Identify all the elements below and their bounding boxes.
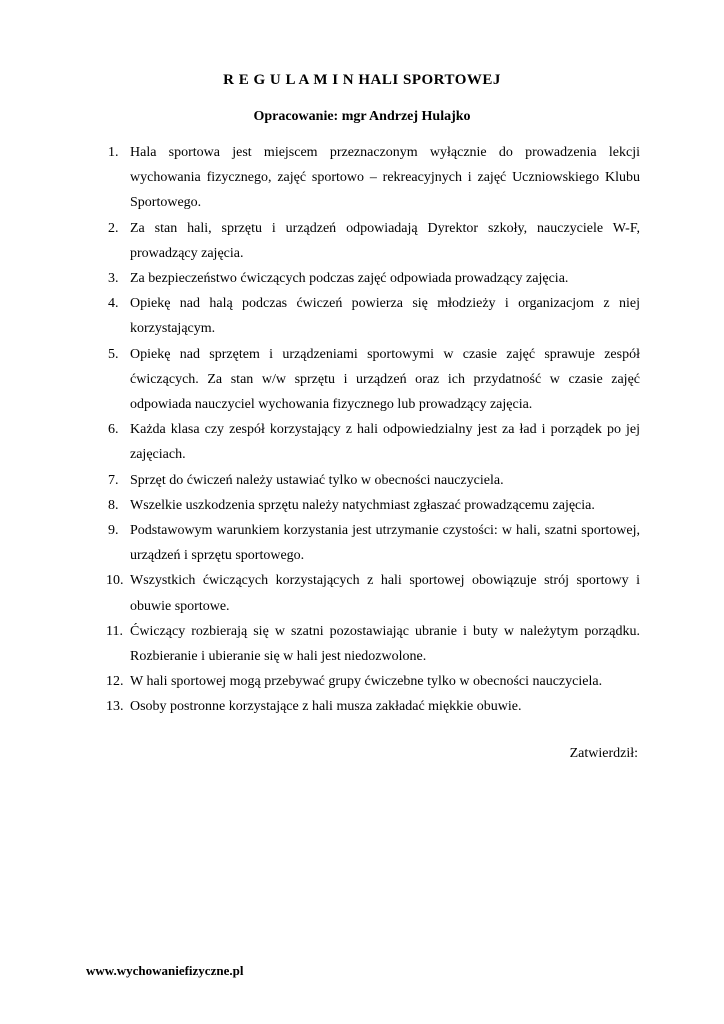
document-title: R E G U L A M I N HALI SPORTOWEJ bbox=[223, 72, 501, 88]
rule-number: 11. bbox=[106, 623, 123, 639]
rule-text: Wszelkie uszkodzenia sprzętu należy natychmiast zgłaszać prowadzącemu zajęcia. bbox=[130, 497, 595, 513]
rule-text: Każda klasa czy zespół korzystający z hali odpowiedzialny jest za ład i porządek po jej zajęciach. bbox=[130, 422, 640, 463]
rule-number: 13. bbox=[106, 699, 124, 715]
list-item bbox=[108, 619, 640, 669]
approval-label: Zatwierdził: bbox=[569, 746, 638, 761]
rule-number: 8. bbox=[108, 497, 119, 513]
rules-list bbox=[108, 140, 640, 720]
rule-text: Osoby postronne korzystające z hali musza zakładać miękkie obuwie. bbox=[130, 699, 522, 715]
list-item bbox=[108, 291, 640, 341]
rule-number: 10. bbox=[106, 573, 124, 589]
list-item bbox=[108, 266, 640, 291]
rule-number: 4. bbox=[108, 296, 119, 312]
rule-text: Sprzęt do ćwiczeń należy ustawiać tylko w obecności nauczyciela. bbox=[130, 472, 504, 488]
rule-text: Wszystkich ćwiczących korzystających z hali sportowej obowiązuje strój sportowy i obuwie sportowe. bbox=[130, 573, 640, 614]
rule-number: 1. bbox=[108, 145, 119, 160]
rule-text: Hala sportowa jest miejscem przeznaczonym wyłącznie do prowadzenia lekcji wychowania fizycznego, zajęć sportowo – rekreacyjnych i zajęć Uczniowskiego Klubu Sportowego. bbox=[130, 145, 640, 211]
list-item bbox=[108, 568, 640, 618]
list-item bbox=[108, 694, 640, 719]
list-item bbox=[108, 493, 640, 518]
rule-number: 2. bbox=[108, 220, 119, 236]
list-item bbox=[108, 216, 640, 266]
rule-text: Ćwiczący rozbierają się w szatni pozostawiając ubranie i buty w należytym porządku. Rozbieranie i ubieranie się w hali jest niedozwolone. bbox=[130, 623, 640, 665]
list-item bbox=[108, 518, 640, 568]
rule-number: 6. bbox=[108, 422, 119, 438]
rule-number: 12. bbox=[106, 674, 124, 690]
rule-number: 5. bbox=[108, 346, 119, 362]
rule-text: Opiekę nad halą podczas ćwiczeń powierza się młodzieży i organizacjom z niej korzystającym. bbox=[130, 296, 640, 337]
rule-number: 7. bbox=[108, 472, 119, 488]
rule-text: Za bezpieczeństwo ćwiczących podczas zajęć odpowiada prowadzący zajęcia. bbox=[130, 271, 569, 287]
rule-text: Za stan hali, sprzętu i urządzeń odpowiadają Dyrektor szkoły, nauczyciele W-F, prowadzący zajęcia. bbox=[130, 220, 640, 261]
rule-text: Opiekę nad sprzętem i urządzeniami sportowymi w czasie zajęć sprawuje zespół ćwiczących. Za stan w/w sprzętu i urządzeń oraz ich przydatność w czasie zajęć odpowiada nauczyciel wychowania fizycznego lub prowadzący zajęcia. bbox=[130, 346, 640, 413]
rule-number: 9. bbox=[108, 523, 119, 539]
list-item bbox=[108, 669, 640, 694]
document-author: Opracowanie: mgr Andrzej Hulajko bbox=[253, 109, 471, 124]
footer-url: www.wychowaniefizyczne.pl bbox=[86, 963, 244, 978]
rule-text: Podstawowym warunkiem korzystania jest utrzymanie czystości: w hali, szatni sportowej, urządzeń i sprzętu sportowego. bbox=[130, 523, 640, 564]
list-item bbox=[108, 417, 640, 467]
list-item bbox=[108, 342, 640, 418]
rule-number: 3. bbox=[108, 271, 119, 287]
list-item bbox=[108, 468, 640, 493]
list-item bbox=[108, 140, 640, 216]
rule-text: W hali sportowej mogą przebywać grupy ćwiczebne tylko w obecności nauczyciela. bbox=[130, 674, 603, 690]
